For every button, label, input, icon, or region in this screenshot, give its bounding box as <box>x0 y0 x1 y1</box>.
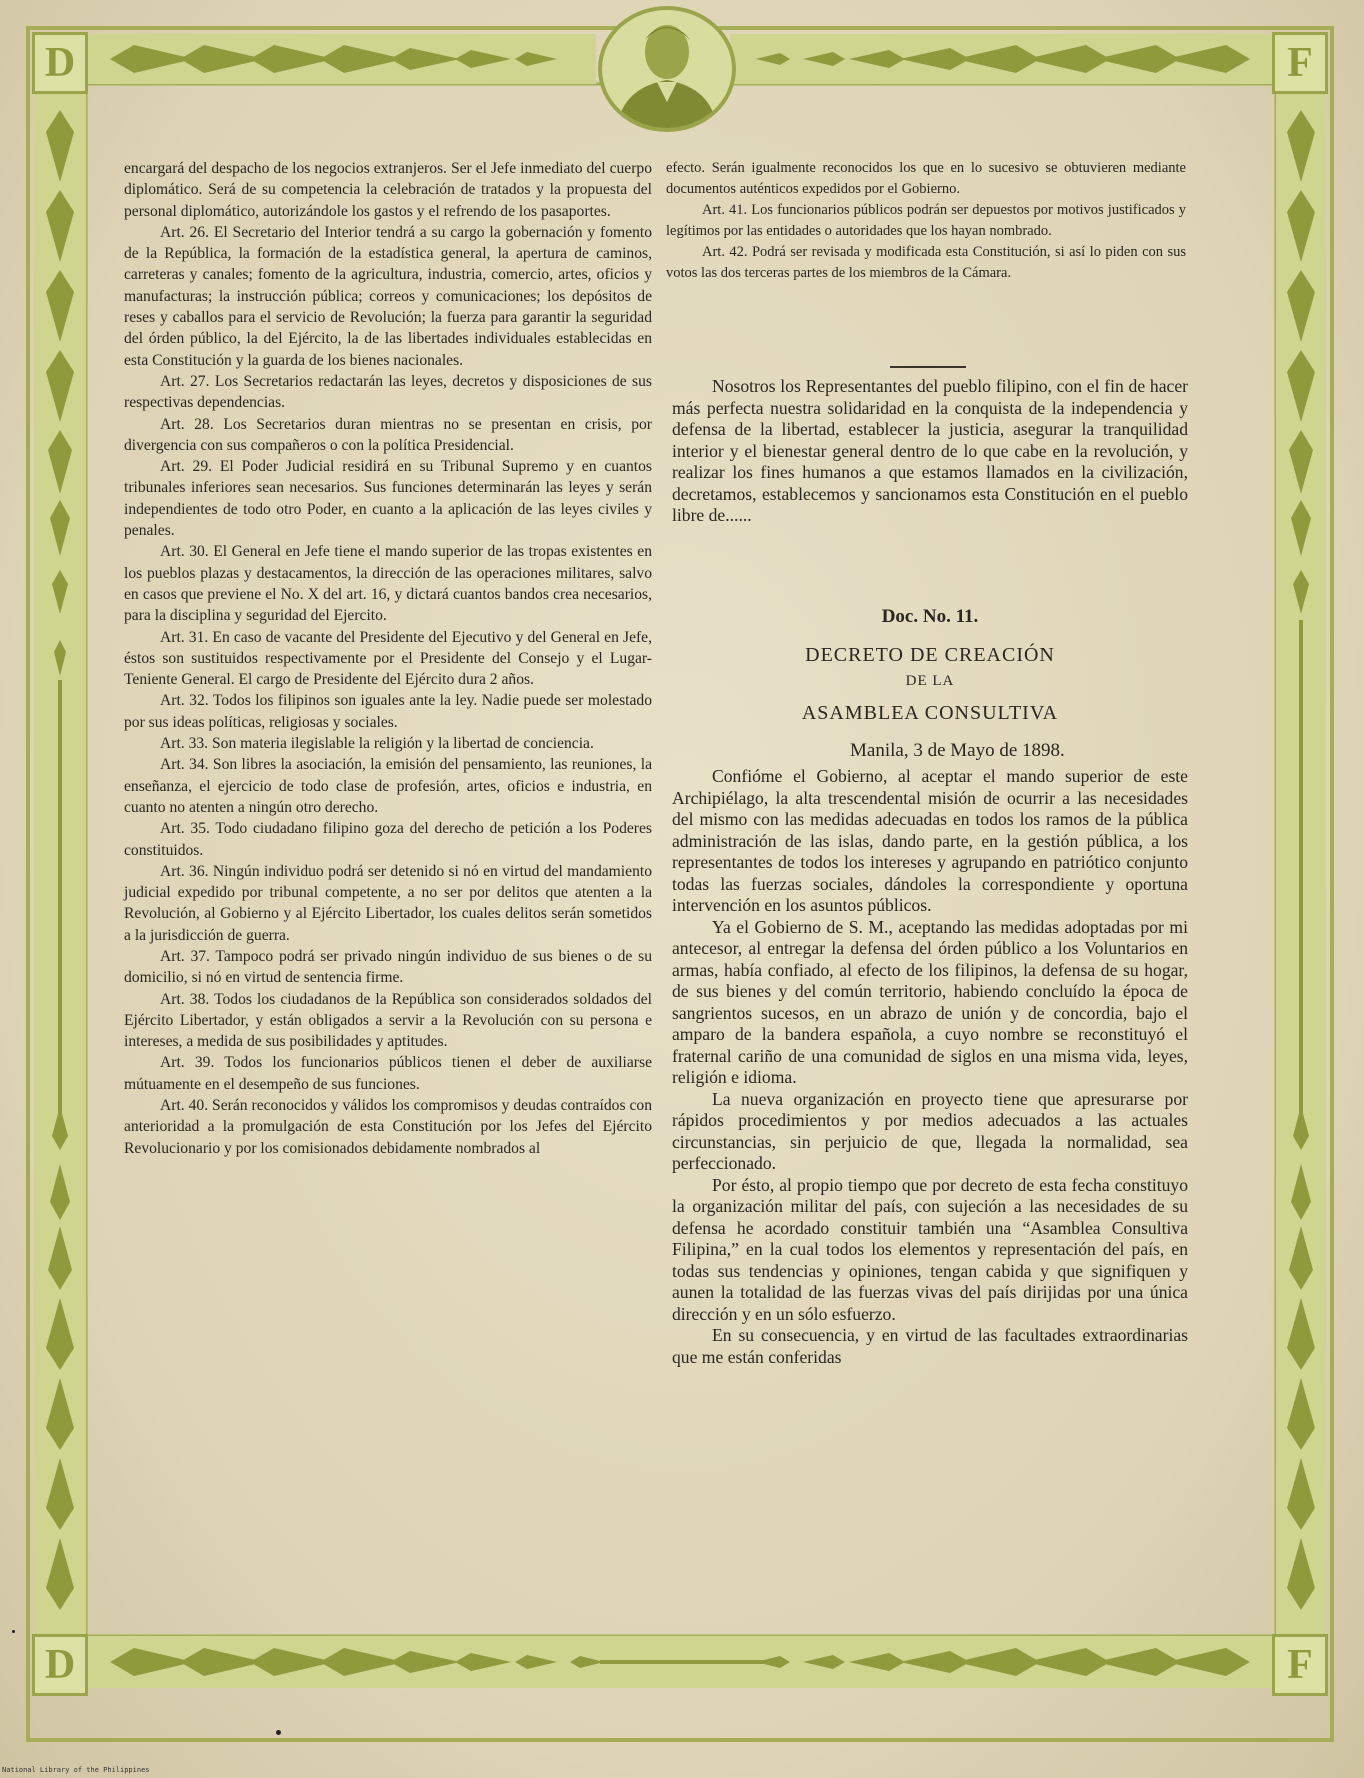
corner-letter-top-left: D <box>32 32 88 94</box>
right-column-articles <box>666 158 1186 284</box>
paragraph: Art. 39. Todos los funcionarios públicos tienen el deber de auxiliarse mútuamente en el desempeño de sus funciones. <box>124 1054 652 1093</box>
paragraph: Art. 41. Los funcionarios públicos podrán ser depuestos por motivos justificados y legítimos por las entidades o autoridades que los hayan nombrado. <box>666 202 1186 239</box>
paragraph: En su consecuencia, y en virtud de las facultades extraordinarias que me están conferidas <box>672 1325 1188 1367</box>
paragraph: Confióme el Gobierno, al aceptar el mando superior de este Archipiélago, la alta trescendental misión de ocurrir a las necesidades del mismo con las medidas adecuadas en todos los ramos de la pública administración de las islas, dando parte, en la gestión pública, a los representantes de todos los intereses y agrupando en patriótico conjunto todas las fuerzas sociales, dándoles la correspondiente y oportuna intervención en los asuntos públicos. <box>672 766 1188 915</box>
corner-letter-top-right: F <box>1272 32 1328 94</box>
paragraph: Art. 27. Los Secretarios redactarán las leyes, decretos y disposiciones de sus respectivas dependencias. <box>124 372 652 412</box>
document-number: Doc. No. 11. <box>881 606 979 627</box>
decree-title-line-1: DECRETO DE CREACIÓN <box>805 644 1055 666</box>
preamble <box>672 376 1188 527</box>
preamble-text: Nosotros los Representantes del pueblo filipino, con el fin de hacer más perfecta nuestra solidaridad en la conquista de la independencia y defensa de la libertad, establecer la justicia, asegurar la tranquilidad interior y el bienestar general dentro de lo que cabe en la revolución, y realizar los fines humanos a que estamos llamados en la civilización, decretamos, establecemos y sancionamos esta Constitución en el pueblo libre de...... <box>672 376 1188 525</box>
ink-dot <box>276 1730 281 1735</box>
corner-letter-bottom-right: F <box>1272 1634 1328 1696</box>
paragraph: Art. 34. Son libres la asociación, la emisión del pensamiento, las reuniones, la enseñanza, el ejercicio de todo clase de profesión, artes, oficios e industria, en cuanto no atenten a ningún otro derecho. <box>124 756 652 816</box>
paragraph: encargará del despacho de los negocios extranjeros. Ser el Jefe inmediato del cuerpo diplomático. Será de su competencia la celebración de tratados y la propuesta del personal diplomático, autorizándole los gastos y el refrendo de los pasaportes. <box>124 160 652 220</box>
paragraph: Art. 31. En caso de vacante del Presidente del Ejecutivo y del General en Jefe, éstos son sustituidos respectivamente por el Presidente del Consejo y el Lugar-Teniente General. El cargo de Presidente del Ejército dura 2 años. <box>124 628 652 689</box>
paragraph: Art. 37. Tampoco podrá ser privado ningún individuo de sus bienes o de su domicilio, si nó en virtud de sentencia firme. <box>124 947 652 987</box>
paragraph: Art. 36. Ningún individuo podrá ser detenido si nó en virtud del mandamiento judicial expedido por tribunal competente, a no ser por delitos que atenten a la Revolución, al Gobierno y al Ejército Libertador, los cuales delitos serán sometidos a la jurisdicción de guerra. <box>124 862 652 944</box>
paragraph: Art. 42. Podrá ser revisada y modificada esta Constitución, si así lo piden con sus votos las dos terceras partes de los miembros de la Cámara. <box>666 244 1186 281</box>
corner-letter-bottom-left: D <box>32 1634 88 1696</box>
footer-credit: National Library of the Philippines <box>2 1766 150 1774</box>
paragraph: Art. 32. Todos los filipinos son iguales ante la ley. Nadie puede ser molestado por sus ideas políticas, religiosas y sociales. <box>124 692 652 731</box>
paragraph: Art. 38. Todos los ciudadanos de la República son considerados soldados del Ejército Libertador, y están obligados a servir a la Revolución con su persona e intereses, a medida de sus posibilidades y aptitudes. <box>124 990 652 1051</box>
paragraph: La nueva organización en proyecto tiene que apresurarse por rápidos procedimientos y por medios adecuados a las actuales circunstancias, sin perjuicio de que, llegada la normalidad, sea perfeccionado. <box>672 1088 1188 1173</box>
paragraph: Art. 33. Son materia ilegislable la religión y la libertad de conciencia. <box>160 735 594 753</box>
paragraph: Ya el Gobierno de S. M., aceptando las medidas adoptadas por mi antecesor, al entregar la defensa del órden público a los Voluntarios en armas, había confiado, al efecto de los filipinos, la defensa de su hogar, de sus bienes y del común territorio, habiendo concluído la época de sangrientos sucesos, en un abrazo de unión y de concordia, bajo el amparo de la bandera española, a cuyo nombre se reconstituyó el fraternal cariño de una comunidad de siglos en una misma vida, leyes, religión e idioma. <box>672 916 1188 1087</box>
decree-title-line-3: ASAMBLEA CONSULTIVA <box>801 702 1059 724</box>
paragraph: Art. 40. Serán reconocidos y válidos los compromisos y deudas contraídos con anterioridad a la promulgación de esta Constitución por los Jefes del Ejército Revolucionario y por los comisionados debidamente nombrados al <box>124 1097 652 1157</box>
paragraph: efecto. Serán igualmente reconocidos los que en lo sucesivo se obtuvieren mediante documentos auténticos expedidos por el Gobierno. <box>666 160 1186 197</box>
paragraph: Art. 30. El General en Jefe tiene el mando superior de las tropas existentes en los pueblos plazas y destacamentos, la dirección de las operaciones militares, salvo en casos que previene el No. X del art. 16, y dictará cuantos bandos crea necesarios, para la disciplina y seguridad del Ejercito. <box>124 543 652 625</box>
decree-body <box>672 766 1188 1368</box>
ink-dot <box>12 1630 15 1633</box>
paragraph: Art. 29. El Poder Judicial residirá en su Tribunal Supremo y en cuantos tribunales inferiores sean necesarios. Sus funciones determinarán las leyes y serán independientes de todo otro Poder, en cuanto a la aplicación de las leyes civiles y penales. <box>124 458 652 540</box>
left-column <box>124 158 652 1159</box>
paragraph: Por ésto, al propio tiempo que por decreto de esta fecha constituyo la organización militar del país, con sujeción a las necesidades de su defensa he acordado constituir también una “Asamblea Consultiva Filipina,” en la cual todos los elementos y representación del país, en todas sus tendencias y opiniones, tengan cabida y que signifiquen y aunen la totalidad de las fuerzas vivas del país dirijidas por una única dirección y en un sólo esfuerzo. <box>672 1174 1188 1324</box>
section-divider <box>890 366 966 368</box>
paragraph: Art. 28. Los Secretarios duran mientras no se presentan en crisis, por divergencia con sus compañeros o con la política Presidencial. <box>124 415 652 454</box>
decree-title-line-2: DE LA <box>905 673 955 689</box>
dateline: Manila, 3 de Mayo de 1898. <box>850 740 1065 761</box>
portrait-medallion <box>598 6 736 132</box>
paragraph: Art. 35. Todo ciudadano filipino goza del derecho de petición a los Poderes constituidos. <box>124 820 652 859</box>
paragraph: Art. 26. El Secretario del Interior tendrá a su cargo la gobernación y fomento de la República, la formación de la estadística general, la apertura de caminos, carreteras y canales; fomento de la agricultura, industria, comercio, artes, oficios y manufacturas; la instrucción pública; correos y comunicaciones; los depósitos de reses y caballos para el servicio de Revolución; la fuerza para garantir la seguridad del órden público, la del Ejército, la de las libertades individuales establecidas en esta Constitución y la guarda de los bienes nacionales. <box>124 223 652 369</box>
